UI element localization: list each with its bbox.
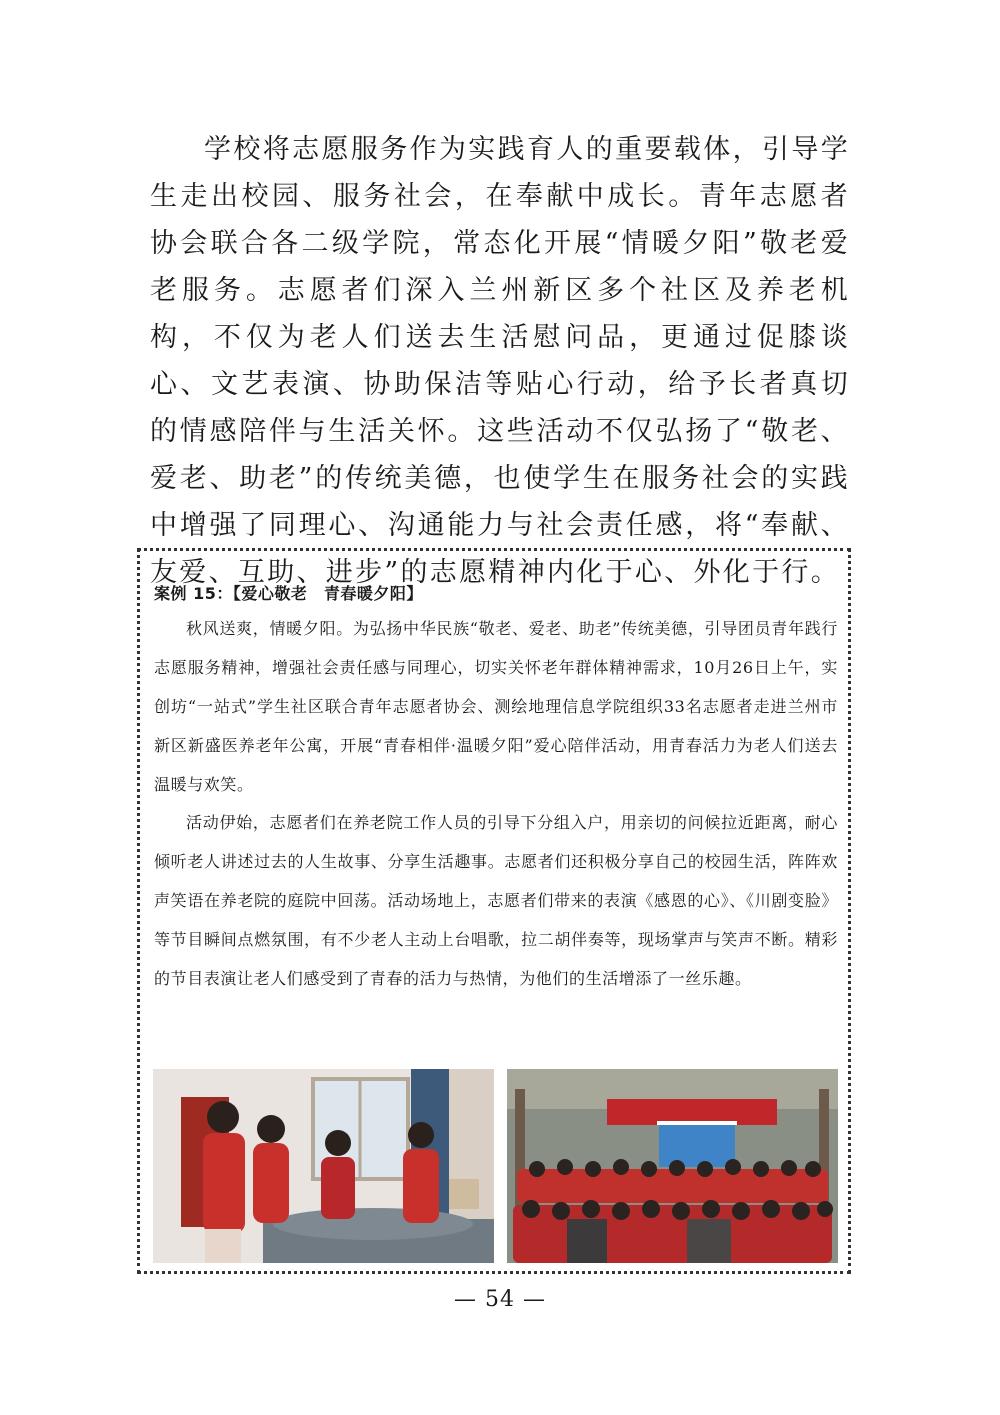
- main-paragraph: 学校将志愿服务作为实践育人的重要载体，引导学生走出校园、服务社会，在奉献中成长。青年志愿者协会联合各二级学院，常态化开展“情暖夕阳”敬老爱老服务。志愿者们深入兰州新区多个社区及养老机构，不仅为老人们送去生活慰问品，更通过促膝谈心、文艺表演、协助保洁等贴心行动，给予长者真切的情感陪伴与生活关怀。这些活动不仅弘扬了“敬老、爱老、助老”的传统美德，也使学生在服务社会的实践中增强了同理心、沟通能力与社会责任感，将“奉献、友爱、互助、进步”的志愿精神内化于心、外化于行。: [150, 134, 850, 588]
- photo-volunteers-bedside: [153, 1069, 494, 1263]
- case-paragraph-1: 秋风送爽，情暖夕阳。为弘扬中华民族“敬老、爱老、助老”传统美德，引导团员青年践行志愿服务精神，增强社会责任感与同理心，切实关怀老年群体精神需求，10月26日上午，实创坊“一站式”学生社区联合青年志愿者协会、测绘地理信息学院组织33名志愿者走进兰州市新区新盛医养老年公寓，开展“青春相伴·温暖夕阳”爱心陪伴活动，用青春活力为老人们送去温暖与欢笑。: [154, 619, 838, 794]
- case-study-box: [137, 548, 851, 1274]
- case-title: 案例 15：【爱心敬老 青春暖夕阳】: [154, 584, 423, 603]
- page-number: — 54 —: [454, 1287, 546, 1312]
- photo-group-banner: [507, 1069, 838, 1263]
- case-paragraph-2: 活动伊始，志愿者们在养老院工作人员的引导下分组入户，用亲切的问候拉近距离，耐心倾听老人讲述过去的人生故事、分享生活趣事。志愿者们还积极分享自己的校园生活，阵阵欢声笑语在养老院的庭院中回荡。活动场地上，志愿者们带来的表演《感恩的心》、《川剧变脸》等节目瞬间点燃氛围，有不少老人主动上台唱歌，拉二胡伴奏等，现场掌声与笑声不断。精彩的节目表演让老人们感受到了青春的活力与热情，为他们的生活增添了一丝乐趣。: [154, 813, 838, 988]
